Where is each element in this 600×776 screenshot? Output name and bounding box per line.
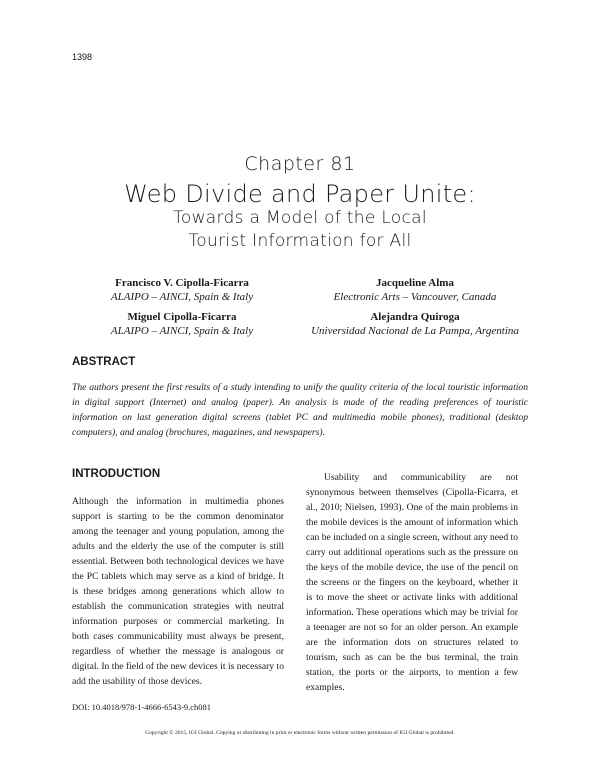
author-block	[62, 311, 302, 337]
author-affiliation: ALAIPO – AINCI, Spain & Italy	[110, 291, 254, 303]
intro-paragraph: Usability and communicability are not synonymous between themselves (Cipolla-Ficarra, et al., 2010; Nielsen, 1993). One of the main problems in the mobile devices is the amount of information which can be included on a single screen, without any need to carry out additional operations such as the pressure on the keys of the mobile device, the use of the pencil on the screens or the fingers on the keyboard, whether it is to move the sheet or activate links with additional information. These operations which may be trivial for a teenager are not so for an older person. An example are the information dots on structures related to tourism, such as can be the bus terminal, the train station, the ports or the airports, to mention a few examples.	[306, 472, 518, 693]
page-number: 1398	[72, 52, 93, 62]
copyright-notice: Copyright © 2015, IGI Global. Copying or distributing in print or electronic forms without written permission of IGI Global is prohibited.	[145, 730, 455, 736]
author-name: Francisco V. Cipolla-Ficarra	[115, 277, 249, 289]
author-affiliation: ALAIPO – AINCI, Spain & Italy	[110, 325, 254, 337]
paper-subtitle-line2: Tourist Information for All	[188, 231, 412, 251]
intro-left-column	[72, 494, 284, 689]
author-name: Alejandra Quiroga	[370, 311, 460, 323]
paper-title: Web Divide and Paper Unite:	[124, 180, 476, 208]
intro-paragraph: Although the information in multimedia phones support is starting to be the common denominator among the teenager and young population, among the adults and the elderly the use of the computer is still essential. Between both technological devices we have the PC tablets which may serve as a kind of bridge. It is these bridges among generations which allow to establish the communication strategies with neutral information purposes or commercial marketing. In both cases communicability must always be present, regardless of whether the message is analogous or digital. In the field of the new devices it is necessary to add the usability of those devices.	[72, 496, 284, 687]
author-name: Jacqueline Alma	[376, 277, 454, 289]
introduction-heading: INTRODUCTION	[72, 468, 161, 480]
author-block	[62, 277, 302, 303]
abstract-heading: ABSTRACT	[72, 356, 136, 368]
chapter-label: Chapter 81	[244, 153, 356, 175]
paper-subtitle-line1: Towards a Model of the Local	[173, 208, 427, 228]
intro-right-column	[306, 470, 518, 695]
abstract-text: The authors present the first results of a study intending to unify the quality criteria of the local touristic information in digital support (Internet) and analog (paper). An analysis is made of the reading preferences of touristic information on last generation digital screens (tablet PC and multimedia mobile phones), traditional (desktop computers), and analog (brochures, magazines, and newspapers).	[72, 382, 528, 438]
author-name: Miguel Cipolla-Ficarra	[127, 311, 237, 323]
author-affiliation: Universidad Nacional de La Pampa, Argentina	[311, 325, 519, 337]
author-affiliation: Electronic Arts – Vancouver, Canada	[333, 291, 497, 303]
doi: DOI: 10.4018/978-1-4666-6543-9.ch081	[72, 702, 212, 712]
author-block	[295, 277, 535, 303]
author-block	[295, 311, 535, 337]
